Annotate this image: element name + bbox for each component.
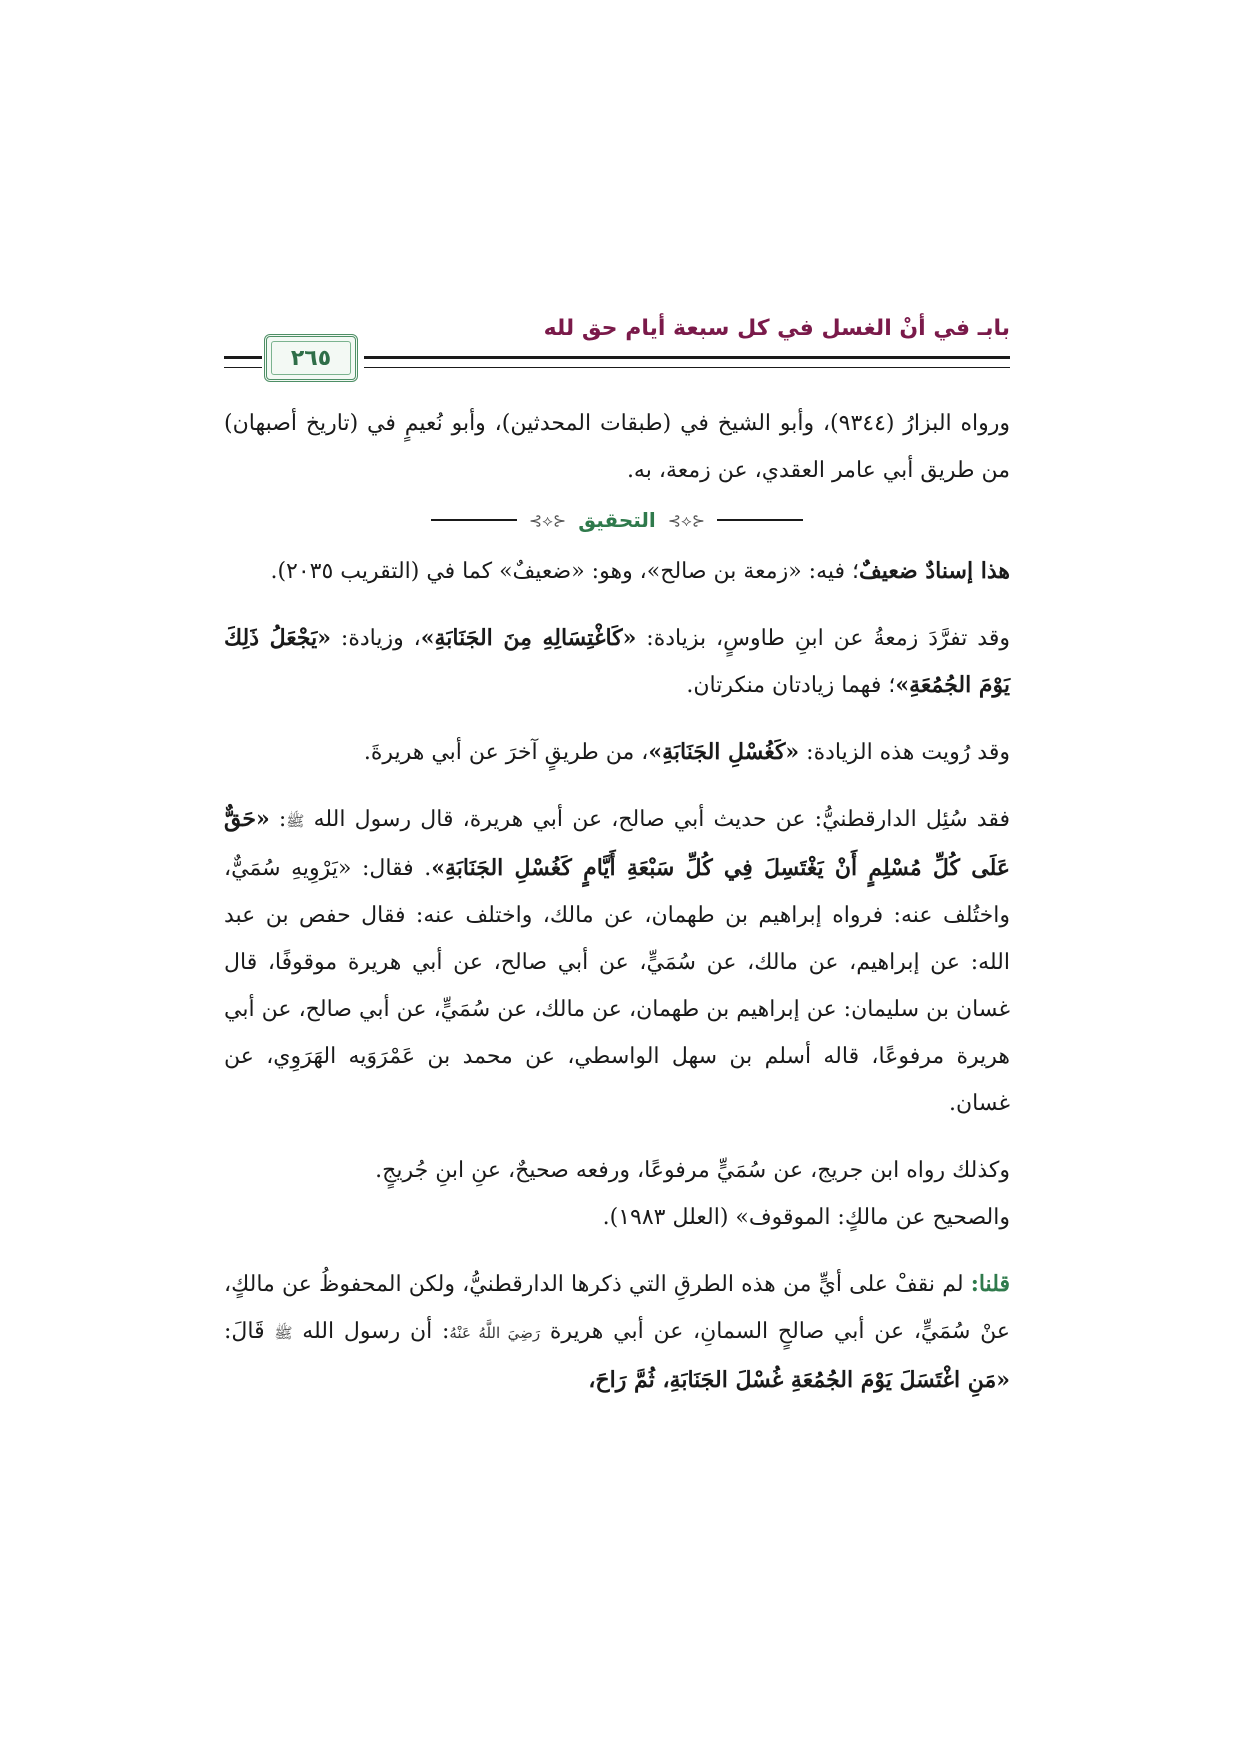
hadith-quote: «مَنِ اغْتَسَلَ يَوْمَ الجُمُعَةِ غُسْلَ الجَنَابَةِ، ثُمَّ رَاحَ، (588, 1367, 1010, 1393)
note-lead: قلنا: (970, 1271, 1010, 1297)
text: : أن رسول الله (292, 1319, 450, 1344)
hadith-quote: «كَغُسْلِ الجَنَابَةِ» (648, 739, 800, 765)
text: فقد سُئِل الدارقطنيُّ: عن حديث أبي صالح، عن أبي هريرة، قال رسول الله (304, 807, 1010, 832)
text: : (269, 807, 287, 832)
salawat-honorific: ﷺ (274, 1324, 293, 1342)
paragraph-additions (224, 615, 1010, 709)
section-title: التحقيق (578, 507, 656, 532)
page-number: ٢٦٥ (290, 345, 332, 371)
paragraph-verdict (224, 548, 1010, 595)
paragraph-sources: ورواه البزارُ (٩٣٤٤)، وأبو الشيخ في (طبقات المحدثين)، وأبو نُعيمٍ في (تاريخ أصبهان) من طريق أبي عامر العقدي، عن زمعة، به. (224, 411, 1010, 483)
chapter-title: بابـ في أنْ الغسل في كل سبعة أيام حق لله (543, 316, 1010, 341)
text: قَالَ: (224, 1319, 275, 1344)
text: وقد رُويت هذه الزيادة: (799, 740, 1010, 765)
section-divider (224, 496, 1010, 544)
divider-ornament-icon: ⊰⟡⊱ (667, 510, 706, 530)
divider-line-right (717, 519, 803, 521)
paragraph-correct-view: والصحيح عن مالكٍ: الموقوف» (العلل ١٩٨٣). (602, 1205, 1010, 1230)
divider-line-left (431, 519, 517, 521)
verdict-text: ؛ فيه: «زمعة بن صالح»، وهو: «ضعيفٌ» كما في (التقريب ٢٠٣٥). (270, 559, 860, 584)
text: ؛ فهما زيادتان منكرتان. (686, 673, 896, 698)
salawat-honorific: ﷺ (286, 812, 305, 830)
paragraph-ibn-jurayj: وكذلك رواه ابن جريج، عن سُمَيٍّ مرفوعًا، ورفعه صحيحٌ، عنِ ابنِ جُريجٍ. (375, 1158, 1010, 1183)
paragraph-authors-note (224, 1261, 1010, 1404)
page-number-badge (264, 334, 358, 382)
paragraph-daraqutni (224, 796, 1010, 1127)
divider-ornament-icon: ⊰⟡⊱ (528, 510, 567, 530)
verdict-lead: هذا إسنادٌ ضعيفٌ (859, 558, 1010, 584)
radiya-honorific: رَضِيَ اللَّهُ عَنْهُ (449, 1324, 541, 1342)
hadith-quote: «يَجْعَلُ ذَلِكَ يَوْمَ الجُمُعَةِ» (224, 625, 1010, 698)
hadith-quote: «حَقٌّ عَلَى كُلِّ مُسْلِمٍ أَنْ يَغْتَسِلَ فِي كُلِّ سَبْعَةِ أَيَّامٍ كَغُسْلِ الجَنَابَةِ» (224, 806, 1010, 881)
text: ، من طريقٍ آخرَ عن أبي هريرةَ. (363, 740, 649, 765)
text: ، وزيادة: (330, 626, 421, 651)
page-header (224, 312, 1010, 392)
text: لم نقفْ على أيٍّ من هذه الطرقِ التي ذكرها الدارقطنيُّ، ولكن المحفوظُ عن مالكٍ، عنْ سُمَيٍّ، عن أبي صالحٍ السمانِ، عن أبي هريرة (224, 1272, 1011, 1344)
header-rule-left (224, 356, 262, 368)
header-rule (364, 356, 1010, 368)
page-content (224, 400, 1010, 1404)
hadith-quote: «كَاغْتِسَالِهِ مِنَ الجَنَابَةِ» (420, 625, 637, 651)
text: . فقال: «يَرْوِيهِ سُمَيٌّ، واختُلف عنه: فرواه إبراهيم بن طهمان، عن مالك، واختلف عنه: فقال حفص بن عبد الله: عن إبراهيم، عن مالك، عن سُمَيٍّ، عن أبي صالح، عن أبي هريرة موقوفًا، قال غسان بن سليمان: عن إبراهيم بن طهمان، عن مالك، عن سُمَيٍّ، عن أبي صالح، عن أبي هريرة مرفوعًا، قاله أسلم بن سهل الواسطي، عن محمد بن عَمْرَوَيه الهَرَوِي، عن غسان. (224, 856, 1010, 1116)
paragraph-other-route (224, 729, 1010, 776)
text: وقد تفرَّدَ زمعةُ عن ابنِ طاوسٍ، بزيادة: (636, 626, 1010, 651)
